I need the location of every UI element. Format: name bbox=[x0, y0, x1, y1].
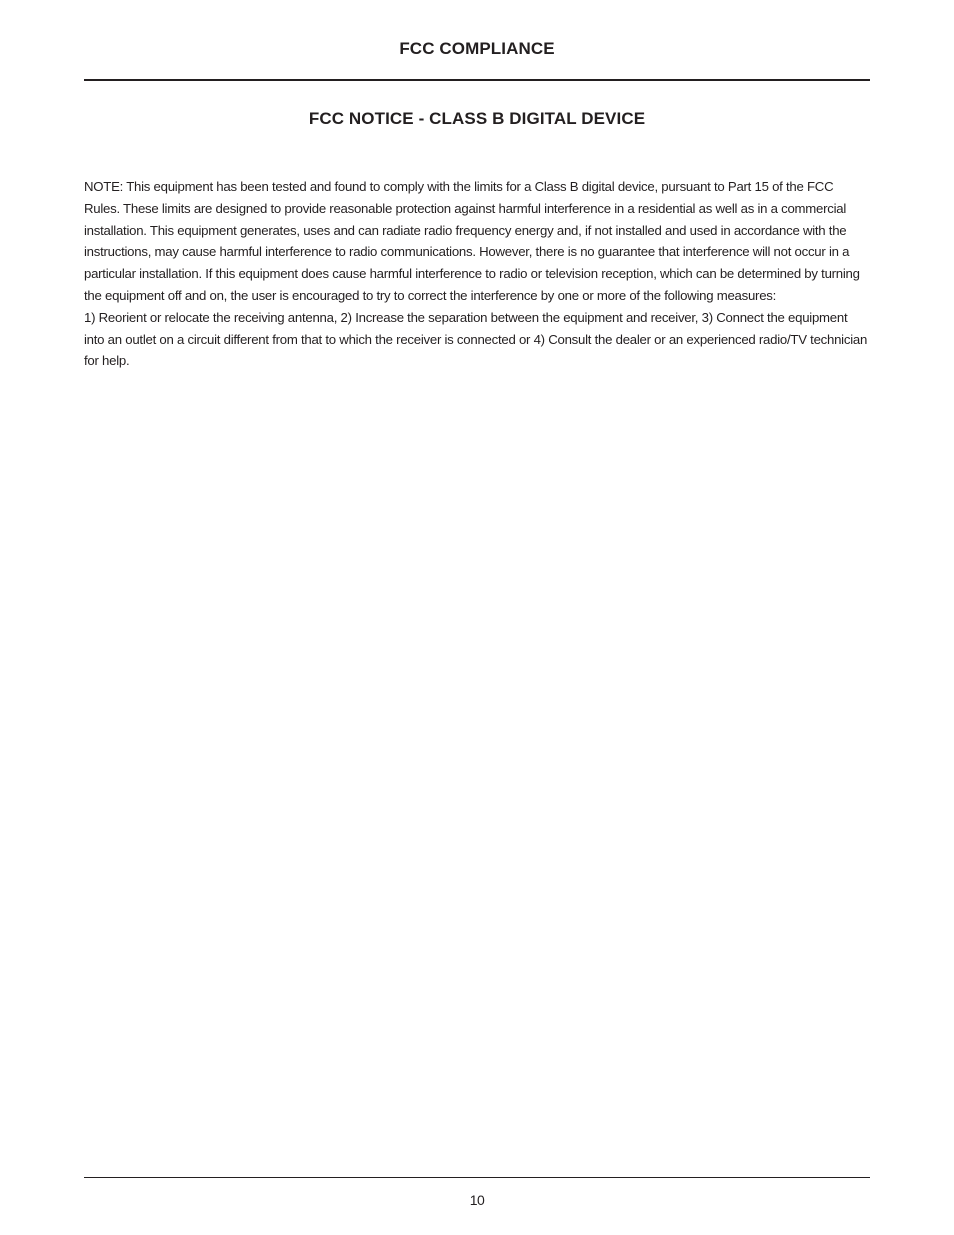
note-paragraph: NOTE: This equipment has been tested and found to comply with the limits for a Class B digital device, pursuant to Part 15 of the FCC Rules. These limits are designed to provide reasonable protection against harmful interference in a residential as well as in a commercial installation. This equipment generates, uses and can radiate radio frequency energy and, if not installed and used in accordance with the instructions, may cause harmful interference to radio communications. However, there is no guarantee that interference will not occur in a particular installation. If this equipment does cause harmful interference to radio or television reception, which can be determined by turning the equipment off and on, the user is encouraged to try to correct the interference by one or more of the following measures: bbox=[84, 179, 860, 303]
measures-paragraph: 1) Reorient or relocate the receiving antenna, 2) Increase the separation between the equipment and receiver, 3) Connect the equipment into an outlet on a circuit different from that to which the receiver is connected or 4) Consult the dealer or an experienced radio/TV technician for help. bbox=[84, 309, 868, 369]
footer-divider bbox=[84, 1177, 870, 1178]
header-divider bbox=[84, 79, 870, 81]
page-header-title: FCC COMPLIANCE bbox=[399, 39, 555, 58]
section-title: FCC NOTICE - CLASS B DIGITAL DEVICE bbox=[308, 109, 646, 128]
fcc-notice-body bbox=[84, 176, 870, 372]
page-number: 10 bbox=[469, 1192, 485, 1208]
